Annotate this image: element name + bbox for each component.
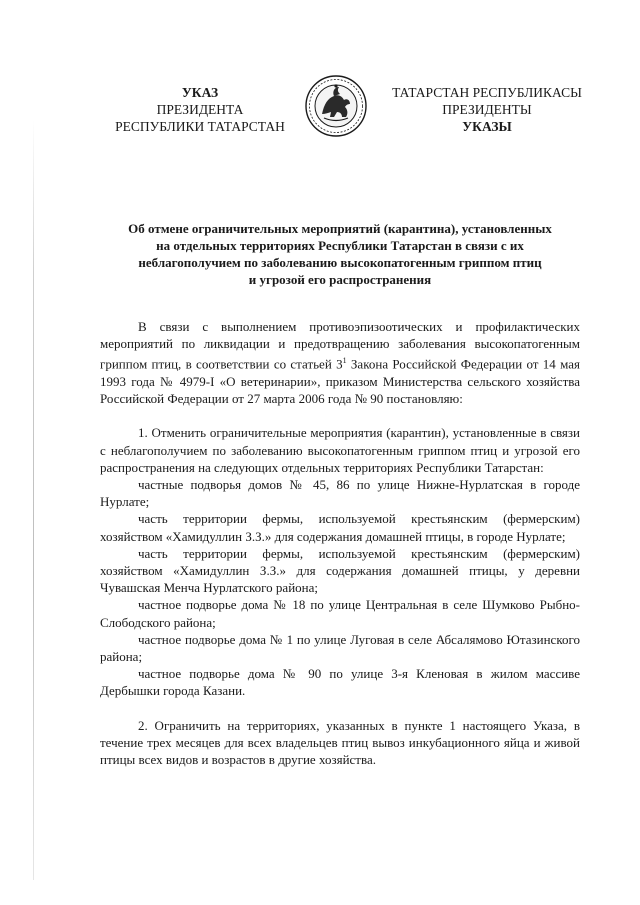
article-superscript: 1 — [342, 356, 347, 366]
header-left-block — [100, 84, 300, 135]
header-right-line2: ПРЕЗИДЕНТЫ — [442, 102, 532, 117]
item1-intro: 1. Отменить ограничительные мероприятия (карантин), установленные в связи с неблагополучием по заболеванию высокопатогенным гриппом птиц и угрозой его распространения на следующих отдельных территориях Республики Татарстан: — [100, 425, 580, 475]
document-title — [100, 220, 580, 288]
item1-place: частные подворья домов № 45, 86 по улице Нижне-Нурлатская в городе Нурлате; — [100, 476, 580, 510]
preamble-paragraph — [100, 318, 580, 407]
item1-place: частное подворье дома № 90 по улице 3-я Кленовая в жилом массиве Дербышки города Казани. — [100, 666, 580, 699]
preamble-text-before: В связи с выполнением противоэпизоотических и профилактических мероприятий по ликвидации и предотвращению заболевания высокопатогенным гриппом птиц, в соответствии со статьей 3 — [100, 319, 580, 372]
header-right-block — [382, 84, 592, 135]
scan-edge-line — [33, 120, 34, 880]
item1-place: частное подворье дома № 18 по улице Центральная в селе Шумково Рыбно-Слободского района; — [100, 597, 580, 630]
header-left-line1: УКАЗ — [181, 85, 219, 100]
header-right-line1: ТАТАРСТАН РЕСПУБЛИКАСЫ — [392, 85, 582, 100]
item1-place: часть территории фермы, используемой крестьянским (фермерским) хозяйством «Хамидуллин З.З.» для содержания домашней птицы, у деревни Чувашская Менча Нурлатского района; — [100, 545, 580, 596]
title-line2: на отдельных территориях Республики Татарстан в связи с их — [156, 238, 524, 253]
item2-paragraph: 2. Ограничить на территориях, указанных в пункте 1 настоящего Указа, в течение трех месяцев для всех владельцев птиц вывоз инкубационного яйца и живой птицы всех видов и возрастов в другие хозяйства. — [100, 717, 580, 767]
header-right-line3: УКАЗЫ — [462, 119, 512, 134]
preamble-text-after: Закона Российской Федерации от 14 мая 1993 года № 4979-I «О ветеринарии», приказом Министерства сельского хозяйства Российской Федерации от 27 марта 2006 года № 90 — [100, 356, 581, 407]
item1-place: часть территории фермы, используемой крестьянским (фермерским) хозяйством «Хамидуллин З.З.» для содержания домашней птицы, в городе Нурлате; — [100, 511, 580, 544]
item1-place: частное подворье дома № 1 по улице Луговая в селе Абсалямово Ютазинского района; — [100, 631, 580, 664]
title-line4: и угрозой его распространения — [248, 272, 432, 287]
title-line1: Об отмене ограничительных мероприятий (карантина), установленных — [128, 221, 552, 236]
decree-word: постановляю: — [386, 391, 463, 407]
header-left-line3: РЕСПУБЛИКИ ТАТАРСТАН — [115, 119, 285, 134]
title-line3: неблагополучием по заболеванию высокопатогенным гриппом птиц — [138, 255, 542, 270]
document-body — [100, 318, 580, 768]
header-left-line2: ПРЕЗИДЕНТА — [156, 102, 244, 117]
coat-of-arms-icon — [304, 74, 368, 138]
